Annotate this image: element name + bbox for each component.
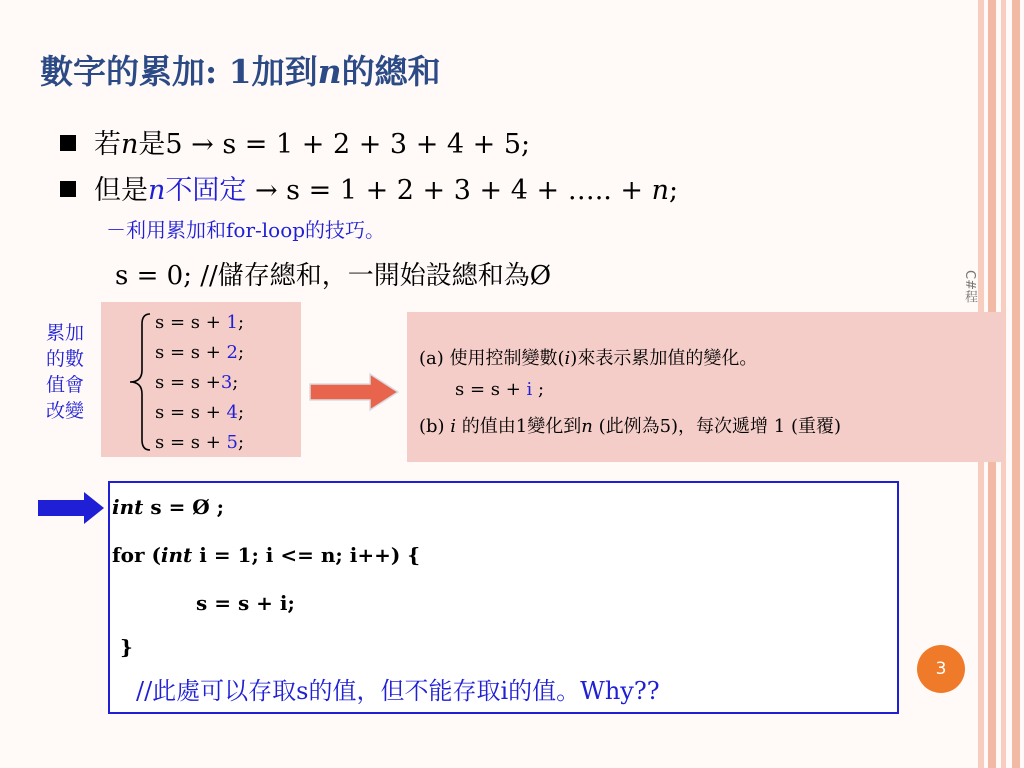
explanation-line-b: (b) i 的值由1變化到n (此例為5)，每次遞增 1 (重覆)	[419, 416, 842, 437]
code-line: int s = Ø ;	[112, 495, 225, 519]
sub-bullet: －利用累加和for-loop的技巧。	[106, 218, 386, 242]
arrow-right-icon	[36, 490, 106, 526]
code-line: s = s + i;	[196, 591, 295, 615]
explanation-line-a: (a) 使用控制變數(i)來表示累加值的變化。	[419, 348, 758, 369]
page-number-badge: 3	[917, 645, 965, 693]
page-title: 數字的累加: 1加到n的總和	[40, 52, 441, 91]
init-line: s = 0; //儲存總和，一開始設總和為Ø	[115, 261, 552, 291]
bullet-item: 若n是5 → s = 1 + 2 + 3 + 4 + 5;	[60, 122, 530, 161]
code-line: for (int i = 1; i <= n; i++) {	[112, 543, 421, 567]
sequence-line: s = s +3;	[155, 372, 239, 393]
arrow-right-icon	[308, 372, 400, 412]
explanation-box	[407, 312, 1004, 462]
sequence-line: s = s + 5;	[155, 432, 245, 453]
brace-icon	[120, 310, 160, 455]
code-box	[108, 481, 899, 714]
code-line: }	[120, 635, 133, 659]
side-tag: C#程	[962, 270, 977, 303]
code-comment: //此處可以存取s的值，但不能存取i的值。Why??	[136, 677, 660, 705]
square-bullet-icon	[60, 135, 76, 151]
square-bullet-icon	[60, 181, 76, 197]
bullet-item: 但是n不固定 → s = 1 + 2 + 3 + 4 + ….. + n;	[60, 168, 678, 207]
side-label: 累加 的數 值會 改變	[45, 322, 84, 422]
decor-stripe	[1012, 0, 1020, 768]
sequence-line: s = s + 1;	[155, 312, 245, 333]
sequence-line: s = s + 2;	[155, 342, 245, 363]
explanation-formula: s = s + i ;	[455, 379, 545, 400]
sequence-line: s = s + 4;	[155, 402, 245, 423]
